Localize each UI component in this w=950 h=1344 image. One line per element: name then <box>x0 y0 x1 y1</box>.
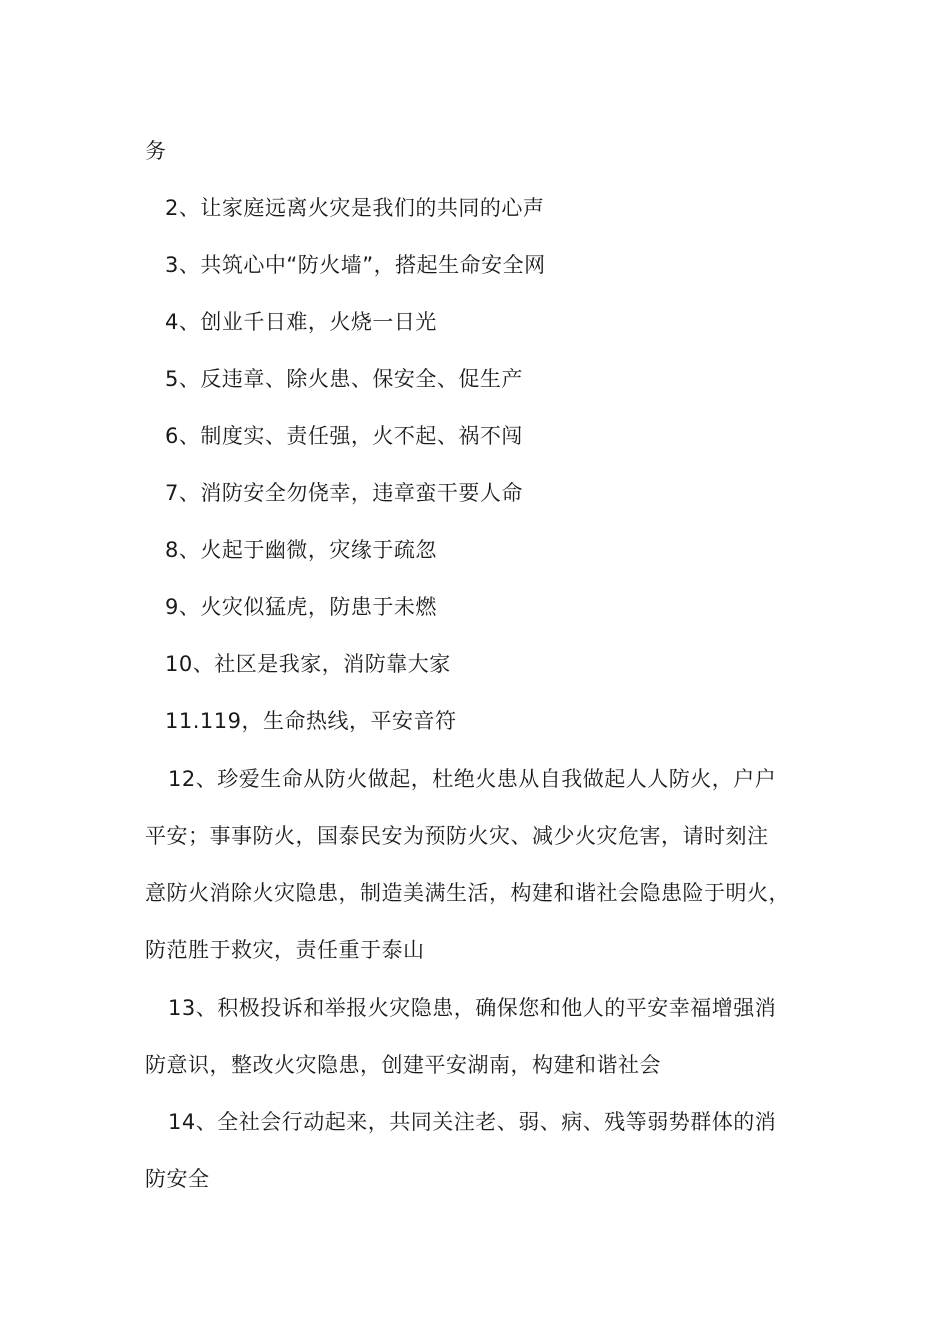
slogan-14-line-1: 14、全社会行动起来，共同关注老、弱、病、残等弱势群体的消 <box>168 1110 777 1134</box>
slogan-14-line-2: 防安全 <box>145 1167 210 1191</box>
slogan-13-line-2: 防意识，整改火灾隐患，创建平安湖南，构建和谐社会 <box>145 1053 661 1077</box>
slogan-6: 6、制度实、责任强，火不起、祸不闯 <box>165 424 523 448</box>
text-line-continuation: 务 <box>145 139 167 163</box>
slogan-12-line-2: 平安；事事防火，国泰民安为预防火灾、减少火灾危害，请时刻注 <box>145 824 769 848</box>
slogan-11: 11.119，生命热线，平安音符 <box>165 709 457 733</box>
slogan-4: 4、创业千日难，火烧一日光 <box>165 310 437 334</box>
slogan-2: 2、让家庭远离火灾是我们的共同的心声 <box>165 196 545 220</box>
slogan-12-line-4: 防范胜于救灾，责任重于泰山 <box>145 938 425 962</box>
slogan-13-line-1: 13、积极投诉和举报火灾隐患，确保您和他人的平安幸福增强消 <box>168 996 777 1020</box>
slogan-5: 5、反违章、除火患、保安全、促生产 <box>165 367 523 391</box>
slogan-7: 7、消防安全勿侥幸，违章蛮干要人命 <box>165 481 523 505</box>
slogan-12-line-1: 12、珍爱生命从防火做起，杜绝火患从自我做起人人防火，户户 <box>168 767 777 791</box>
slogan-9: 9、火灾似猛虎，防患于未燃 <box>165 595 437 619</box>
slogan-3: 3、共筑心中“防火墙”，搭起生命安全网 <box>165 253 546 277</box>
slogan-8: 8、火起于幽微，灾缘于疏忽 <box>165 538 437 562</box>
slogan-10: 10、社区是我家，消防靠大家 <box>165 652 451 676</box>
slogan-12-line-3: 意防火消除火灾隐患，制造美满生活，构建和谐社会隐患险于明火， <box>145 881 790 905</box>
